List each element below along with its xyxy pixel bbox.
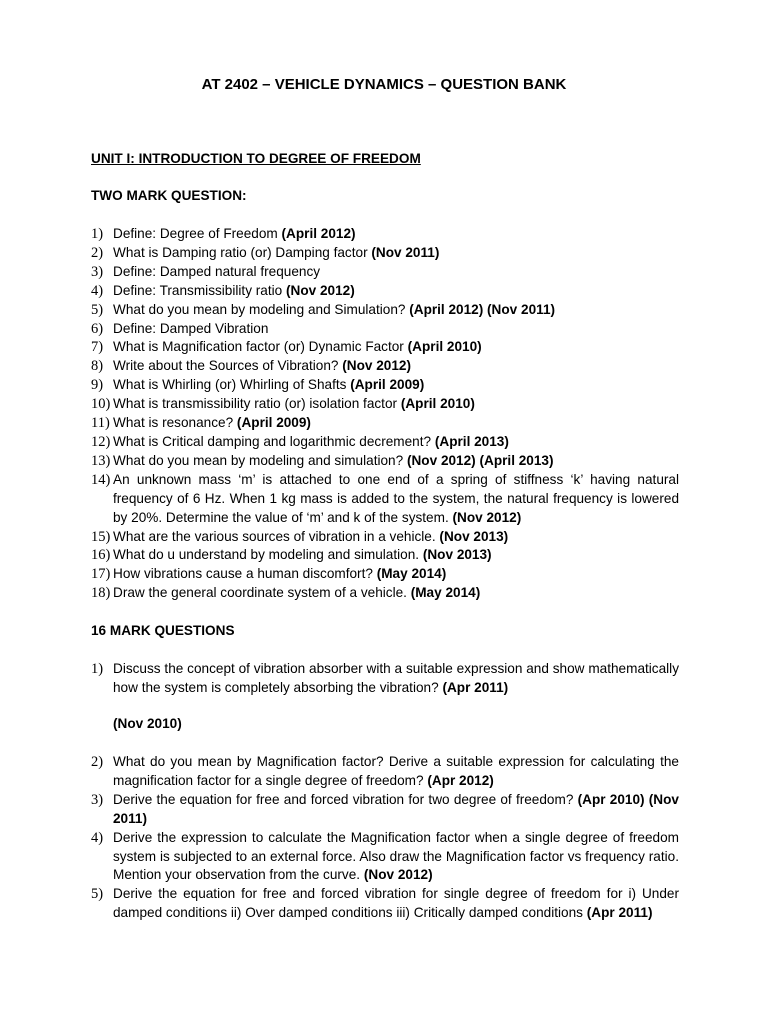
question-text [113,301,679,320]
unit-heading: UNIT I: INTRODUCTION TO DEGREE OF FREEDOM [91,151,421,166]
question-item [91,301,679,320]
question-text [113,338,679,357]
question-date-tag: (April 2010) [400,396,475,412]
question-body: What is Whirling (or) Whirling of Shafts [113,377,351,393]
question-body: How vibrations cause a human discomfort? [113,566,377,582]
question-item [91,320,679,339]
question-text [113,357,679,376]
question-number: 4) [91,282,104,299]
question-item [91,791,679,829]
sixteen-mark-first-question [91,660,679,698]
question-item [91,395,679,414]
question-date-tag: (Apr 2011) [586,905,653,921]
question-body: What is transmissibility ratio (or) isolation factor [113,396,401,412]
question-date-tag: (April 2010) [407,339,482,355]
question-item [91,263,679,282]
question-text [113,395,679,414]
question-date-tag: (April 2012) (Nov 2011) [409,301,556,317]
question-item [91,338,679,357]
question-body: Write about the Sources of Vibration? [113,358,343,374]
question-item [91,376,679,395]
question-date-tag: (Nov 2012) [342,358,411,374]
question-text [113,584,679,603]
question-number: 9) [91,377,104,394]
question-number: 11) [91,415,110,432]
question-date-tag: (Nov 2012) [363,867,433,883]
question-number: 8) [91,358,104,375]
question-body: What is Magnification factor (or) Dynamic Factor [113,339,408,355]
question-item [91,528,679,547]
question-item [91,282,679,301]
question-date-tag: (April 2013) [434,433,509,449]
question-body: What are the various sources of vibration in a vehicle. [113,528,440,544]
question-item [91,471,679,528]
question-date-tag: (April 2012) [281,226,356,241]
question-body: Define: Damped Vibration [113,320,269,336]
question-number: 3) [91,263,104,280]
question-body: What do you mean by Magnification factor? Derive a suitable expression for calculating the magnification factor for a single degree of freedom? [113,754,679,788]
question-number: 1) [91,661,104,677]
question-date-tag: (Nov 2012) [286,282,355,298]
question-number: 2) [91,754,104,770]
question-text [113,829,679,886]
question-date-tag: (Nov 2011) [371,244,440,260]
question-body: What do u understand by modeling and simulation. [113,547,423,563]
question-text [113,565,679,584]
question-text [113,546,679,565]
question-item [91,414,679,433]
question-number: 4) [91,829,104,846]
question-text [113,320,679,339]
question-item [91,660,679,698]
question-item [91,565,679,584]
question-item [91,829,679,886]
question-body: Derive the expression to calculate the Magnification factor when a single degree of freedom system is subjected to an external force. Also draw the Magnification factor vs frequency ratio. Mention your observation from the curve. [113,829,679,883]
question-body: What do you mean by modeling and simulation? [113,452,407,468]
question-body: What is Critical damping and logarithmic decrement? [113,433,435,449]
question-number: 16) [91,547,111,564]
question-body: Derive the equation for free and forced vibration for single degree of freedom for i) Under damped conditions ii) Over damped conditions iii) Critically damped conditions [113,886,679,921]
question-number: 10) [91,396,111,413]
question-item [91,357,679,376]
question-text [113,471,679,528]
question-number: 1) [91,226,104,242]
question-text [113,225,679,244]
question-text [113,263,679,282]
question-body: What do you mean by modeling and Simulation? [113,301,410,317]
sixteen-mark-heading: 16 MARK QUESTIONS [91,623,235,638]
question-body: Derive the equation for free and forced vibration for two degree of freedom? [113,791,578,807]
question-body: Define: Transmissibility ratio [113,282,286,298]
question-text [113,753,679,791]
question-date-tag: (April 2009) [350,377,425,393]
question-number: 18) [91,585,111,602]
question-item [91,225,679,244]
question-text [113,376,679,395]
question-text [113,528,679,547]
question-item [91,753,679,791]
question-item [91,885,679,923]
question-text [113,452,679,471]
question-body: Define: Damped natural frequency [113,263,321,279]
question-text [113,414,679,433]
question-date-tag: (Nov 2012) [452,509,522,525]
question-number: 15) [91,528,111,545]
question-item [91,546,679,565]
question-date-tag: (May 2014) [410,585,481,601]
question-body: Draw the general coordinate system of a vehicle. [113,585,411,601]
question-date-tag: (Apr 2011) [442,679,509,695]
question-text [113,885,679,923]
question-number: 3) [91,791,104,808]
question-text [113,791,679,829]
question-number: 5) [91,886,104,903]
question-date-tag: (Nov 2012) (April 2013) [406,452,554,468]
question-item [91,244,679,263]
question-body: What is Damping ratio (or) Damping factor [113,244,372,260]
question-text [113,660,679,698]
question-number: 12) [91,433,111,450]
question-date-tag: (Nov 2010) [113,716,182,731]
question-date-tag: (Nov 2013) [439,528,509,544]
question-text [113,244,679,263]
question-body: Define: Degree of Freedom [113,226,282,241]
document-title: AT 2402 – VEHICLE DYNAMICS – QUESTION BANK [201,76,567,93]
question-item [91,584,679,603]
question-date-tag: (Nov 2013) [422,547,492,563]
question-text [113,282,679,301]
question-number: 7) [91,339,104,356]
two-mark-question-list [91,225,679,603]
question-date-tag: (Apr 2012) [427,772,494,788]
question-date-tag: (April 2009) [236,415,311,431]
question-body: An unknown mass ‘m’ is attached to one end of a spring of stiffness ‘k’ having natural frequency of 6 Hz. When 1 kg mass is added to the system, the natural frequency is lowered by 20%. Determine the value of ‘m’ and k of the system. [113,471,679,525]
question-date-tag: (Apr 2010) (Nov 2011) [113,791,679,826]
question-body: What is resonance? [113,415,237,431]
question-item [91,433,679,452]
two-mark-heading: TWO MARK QUESTION: [91,188,247,203]
question-number: 5) [91,301,104,318]
question-number: 13) [91,452,111,469]
sixteen-mark-question-list [91,753,679,923]
question-number: 2) [91,244,104,261]
question-item [91,452,679,471]
question-number: 17) [91,566,111,583]
question-text [113,433,679,452]
question-number: 14) [91,471,111,488]
question-body: Discuss the concept of vibration absorber with a suitable expression and show mathematically how the system is completely absorbing the vibration? [113,661,679,695]
question-date-tag: (May 2014) [376,566,447,582]
question-number: 6) [91,320,104,337]
